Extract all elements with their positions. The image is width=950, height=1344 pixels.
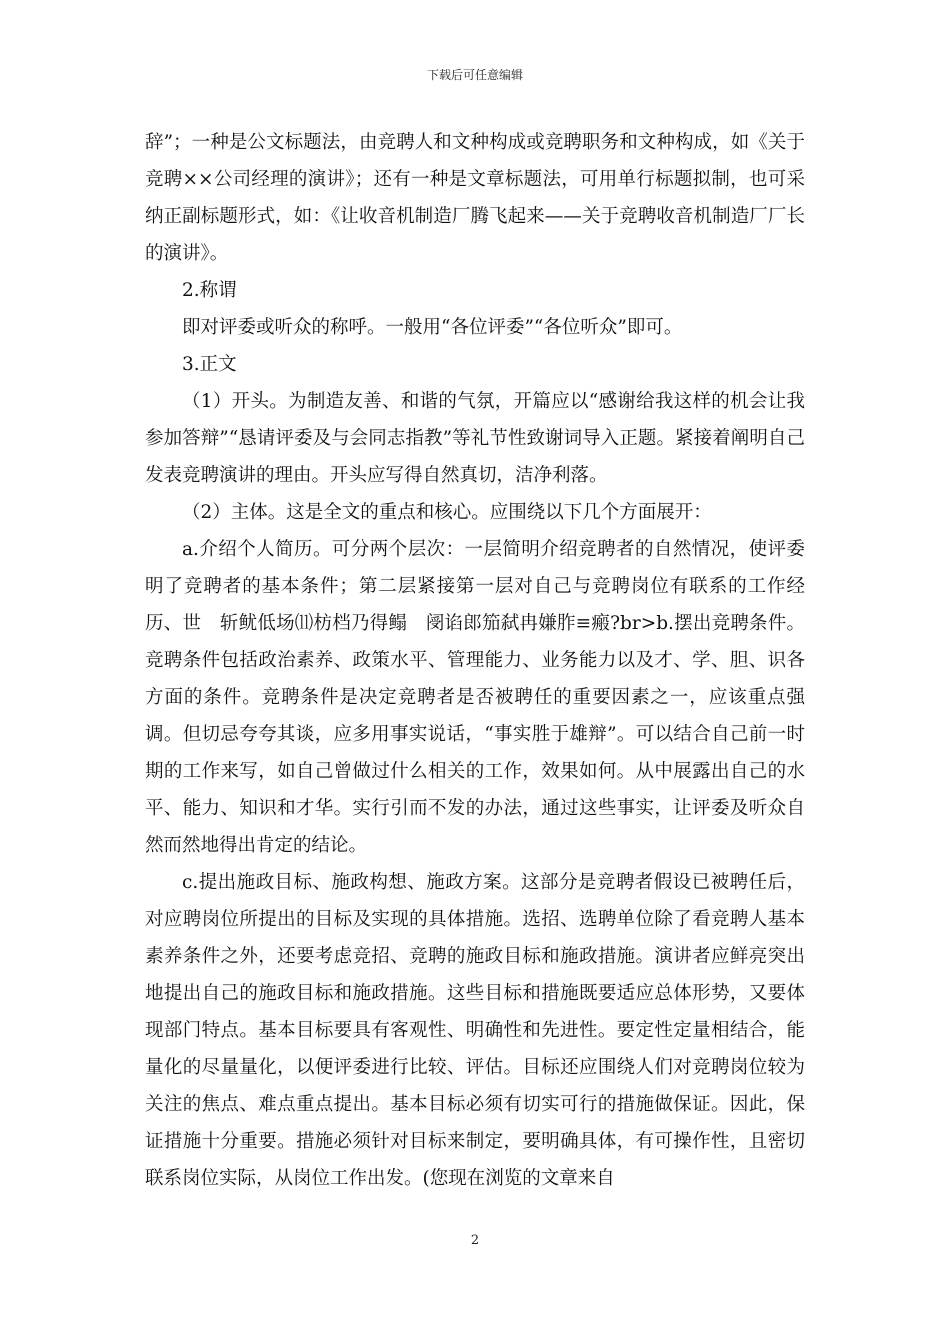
section-heading-body: 3.正文 [182,354,237,375]
paragraph-opening: （1）开头。为制造友善、和谐的气氛，开篇应以“感谢给我这样的机会让我参加答辩”“恳请评委及与会同志指教”等礼节性致谢词导入正题。紧接着阐明自己发表竞聘演讲的理由。开头应写得自然真切，洁净利落。 [145,391,805,486]
paragraph-salutation: 即对评委或听众的称呼。一般用“各位评委”“各位听众”即可。 [182,317,683,338]
paragraph-resume-conditions: a.介绍个人简历。可分两个层次：一层简明介绍竞聘者的自然情况，使评委明了竞聘者的基本条件；第二层紧接第一层对自己与竞聘岗位有联系的工作经历、世 斩鱿低场⑾枋档乃得鳎 阌谄郎笳弑冉嫌胙≡瘢?br>b.摆出竞聘条件。竞聘条件包括政治素养、政策水平、管理能力、业务能力以及才、学、胆、识各方面的条件。竞聘条件是决定竞聘者是否被聘任的重要因素之一，应该重点强调。但切忌夸夸其谈，应多用事实说话，“事实胜于雄辩”。可以结合自己前一时期的工作来写，如自己曾做过什么相关的工作，效果如何。从中展露出自己的水平、能力、知识和才华。实行引而不发的办法，通过这些事实，让评委及听众自然而然地得出肯定的结论。 [145,539,805,856]
paragraph-title-methods: 辞”；一种是公文标题法，由竞聘人和文种构成或竞聘职务和文种构成，如《关于竞聘××公司经理的演讲》；还有一种是文章标题法，可用单行标题拟制，也可采纳正副标题形式，如：《让收音机制造厂腾飞起来——关于竞聘收音机制造厂厂长的演讲》。 [145,132,805,264]
paragraph-goals: c.提出施政目标、施政构想、施政方案。这部分是竞聘者假设已被聘任后，对应聘岗位所提出的目标及实现的具体措施。选招、选聘单位除了看竞聘人基本素养条件之外，还要考虑竞招、竞聘的施政目标和施政措施。演讲者应鲜亮突出地提出自己的施政目标和施政措施。这些目标和措施既要适应总体形势，又要体现部门特点。基本目标要具有客观性、明确性和先进性。要定性定量相结合，能量化的尽量量化，以便评委进行比较、评估。目标还应围绕人们对竞聘岗位较为关注的焦点、难点重点提出。基本目标必须有切实可行的措施做保证。因此，保证措施十分重要。措施必须针对目标来制定，要明确具体，有可操作性，且密切联系岗位实际，从岗位工作出发。(您现在浏览的文章来自 [145,872,805,1189]
page-number: 2 [470,1233,480,1248]
document-body [145,124,805,1197]
paragraph-main-body: （2）主体。这是全文的重点和核心。应围绕以下几个方面展开： [182,502,712,523]
section-heading-salutation: 2.称谓 [182,280,237,301]
page-header: 下载后可任意编辑 [426,68,523,82]
